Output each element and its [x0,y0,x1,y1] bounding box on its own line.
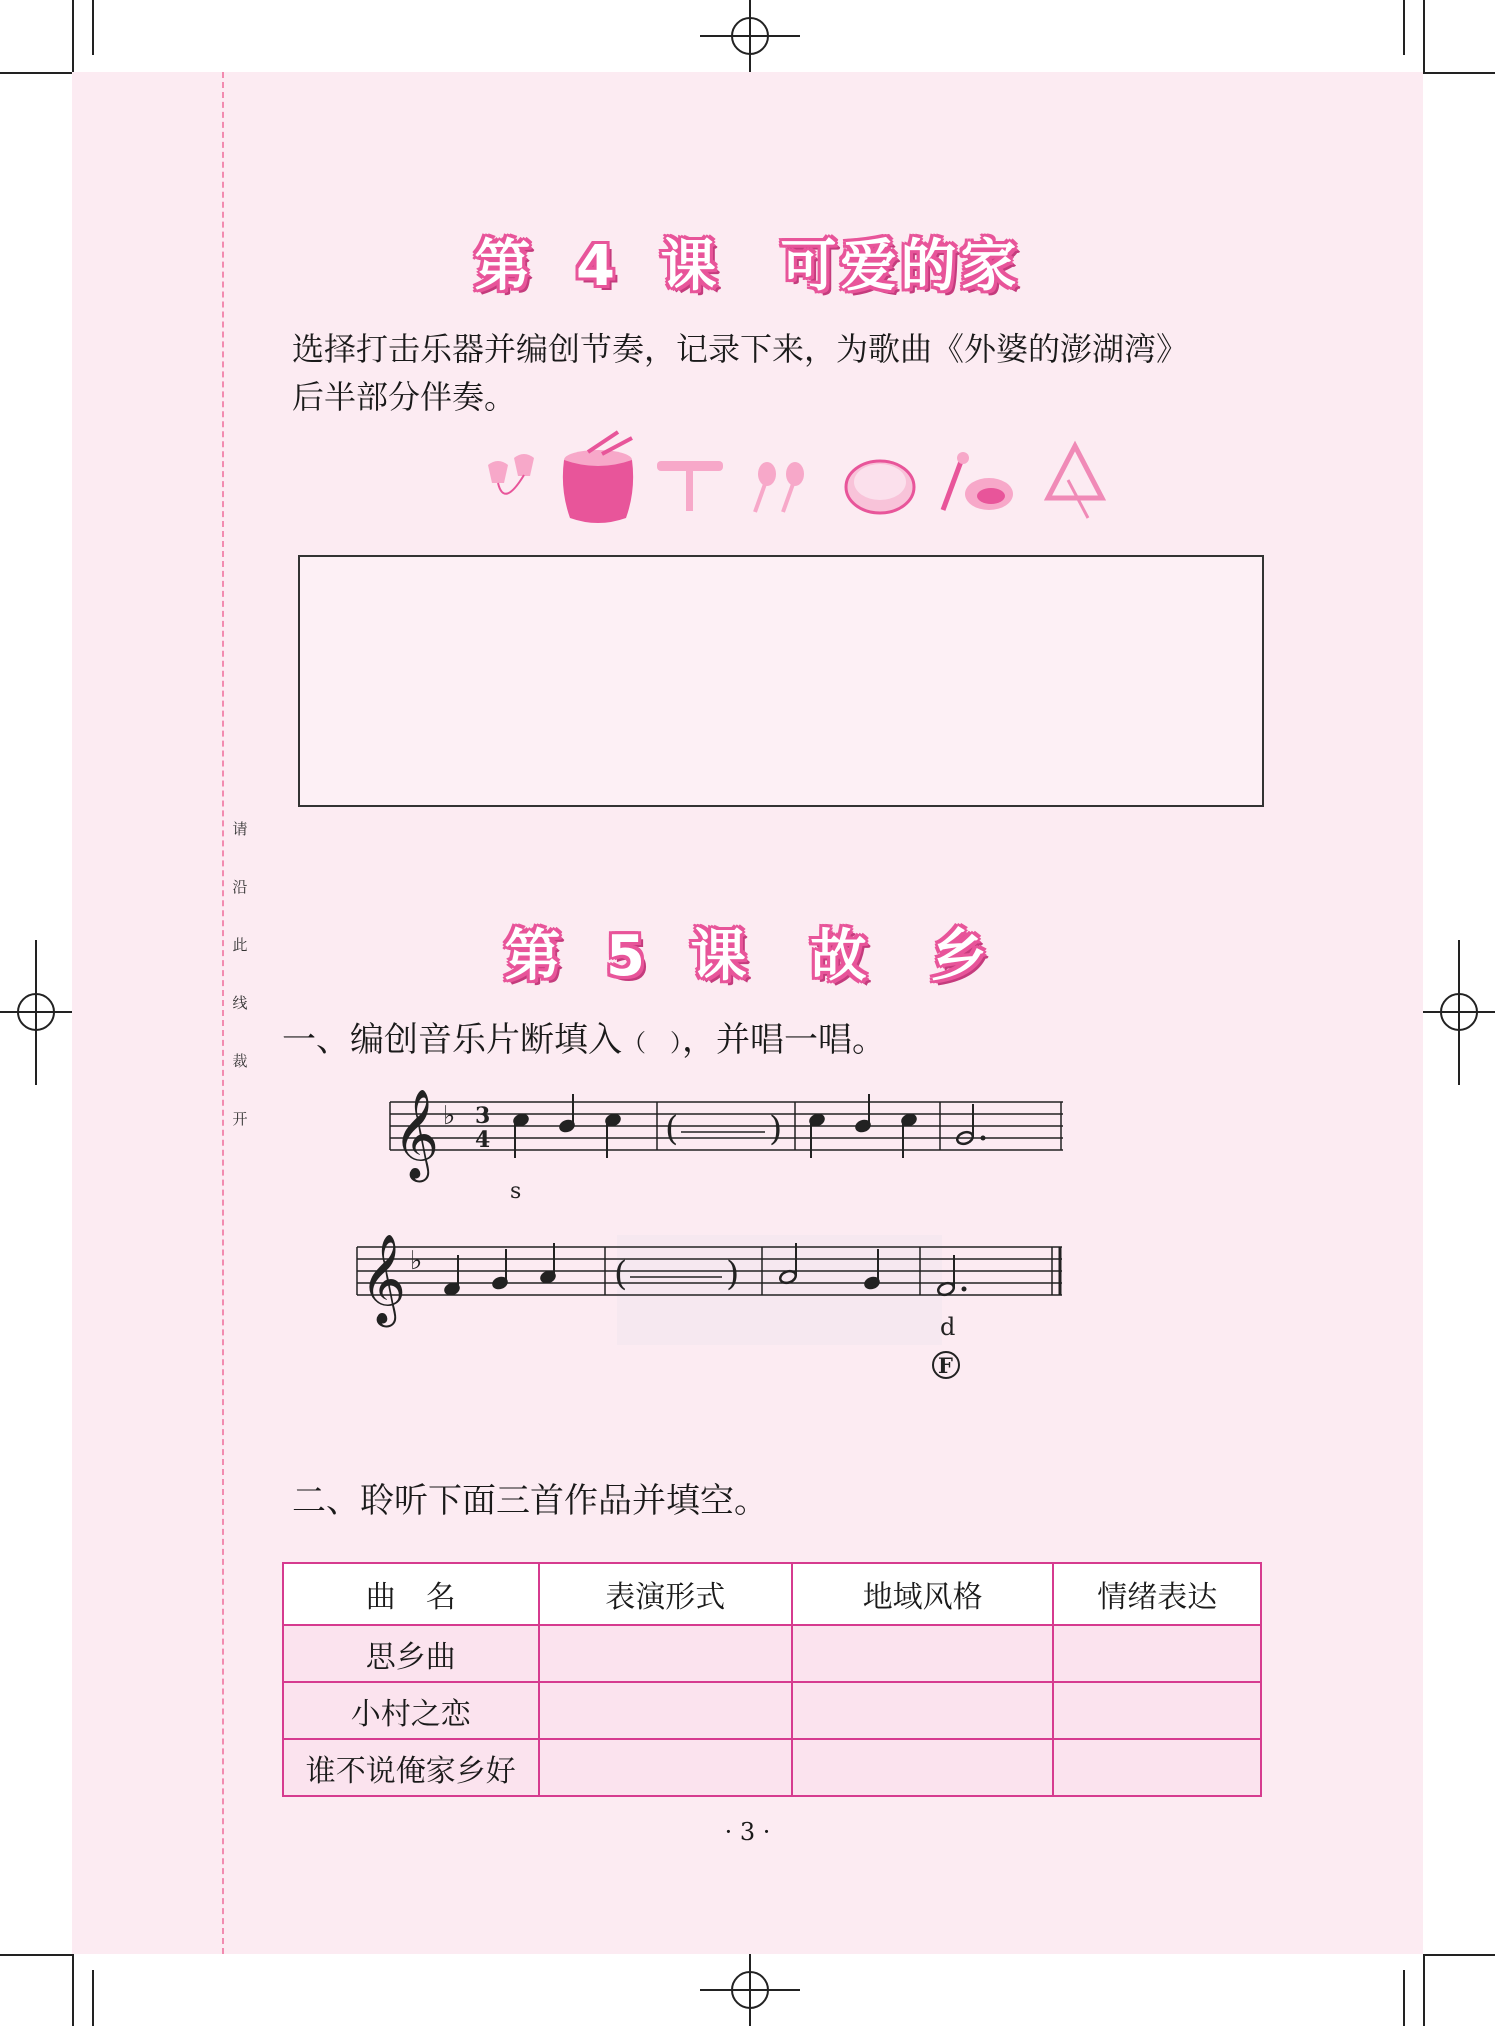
maracas-icon [745,460,815,520]
table-header: 地域风格 [792,1563,1053,1625]
table-row [283,1625,1261,1682]
question-1-paren: （ ） [622,1029,682,1057]
songs-table [282,1562,1262,1797]
song-name: 思乡曲 [283,1625,539,1682]
lesson4-instruction-line1: 选择打击乐器并编创节奏，记录下来，为歌曲《外婆的澎湖湾》 [292,330,1189,368]
cut-char: 开 [232,1110,248,1128]
wood-block-icon [655,455,725,515]
table-header: 表演形式 [539,1563,792,1625]
lesson4-instruction-line2: 后半部分伴奏。 [292,378,517,416]
page-number: · 3 · [724,1818,771,1846]
blank-paren-left: ( [665,1109,679,1149]
question-2: 二、聆听下面三首作品并填空。 [292,1481,768,1521]
lesson4-title: 第 4 课 可爱的家 [474,234,1021,299]
treble-clef-icon: 𝄞 [393,1090,440,1179]
blank-shading [617,1235,942,1345]
answer-cell[interactable] [539,1682,792,1739]
time-signature-top: 3 [475,1103,491,1129]
cut-char: 线 [232,994,248,1012]
question-1 [282,1012,886,1061]
triangle-icon [1040,440,1110,520]
key-letter: F [938,1353,953,1378]
flat-icon: ♭ [410,1246,423,1276]
table-row [283,1739,1261,1796]
solfege-label: d [940,1313,956,1341]
cut-char: 裁 [232,1052,248,1070]
answer-cell[interactable] [1053,1682,1261,1739]
table-header: 曲 名 [283,1563,539,1625]
answer-cell[interactable] [792,1682,1053,1739]
rhythm-answer-box[interactable] [298,555,1264,807]
blank-paren-right: ) [726,1254,740,1294]
half-dotted-note [956,1104,986,1146]
treble-clef-icon: 𝄞 [360,1235,407,1324]
flat-icon: ♭ [443,1101,456,1131]
staff-line-2 [352,1235,1072,1385]
cut-line [222,72,224,1954]
table-header: 情绪表达 [1053,1563,1261,1625]
registration-mark-bottom [700,1954,800,2026]
answer-cell[interactable] [539,1739,792,1796]
drum-icon [558,430,638,530]
answer-cell[interactable] [792,1739,1053,1796]
lesson5-title: 第 5 课 故 乡 [504,924,991,989]
answer-cell[interactable] [1053,1625,1261,1682]
solfege-label: s [510,1179,522,1204]
cut-char: 沿 [232,878,248,896]
castanets-icon [935,450,1015,520]
instrument-row [480,430,1130,530]
time-signature-bottom: 4 [475,1127,491,1153]
question-1-prefix: 一、编创音乐片断填入 [282,1020,622,1060]
cut-char: 请 [232,820,248,838]
answer-cell[interactable] [539,1625,792,1682]
bells-icon [480,450,550,520]
tambourine-icon [840,452,920,522]
staff-line-1 [385,1090,1065,1210]
answer-cell[interactable] [1053,1739,1261,1796]
table-header-row [283,1563,1261,1625]
table-row [283,1682,1261,1739]
question-1-suffix: ，并唱一唱。 [682,1020,886,1060]
blank-paren-left: ( [614,1254,628,1294]
song-name: 小村之恋 [283,1682,539,1739]
answer-cell[interactable] [792,1625,1053,1682]
song-name: 谁不说俺家乡好 [283,1739,539,1796]
blank-paren-right: ) [769,1109,783,1149]
registration-mark-top [700,0,800,72]
cut-char: 此 [232,936,248,954]
